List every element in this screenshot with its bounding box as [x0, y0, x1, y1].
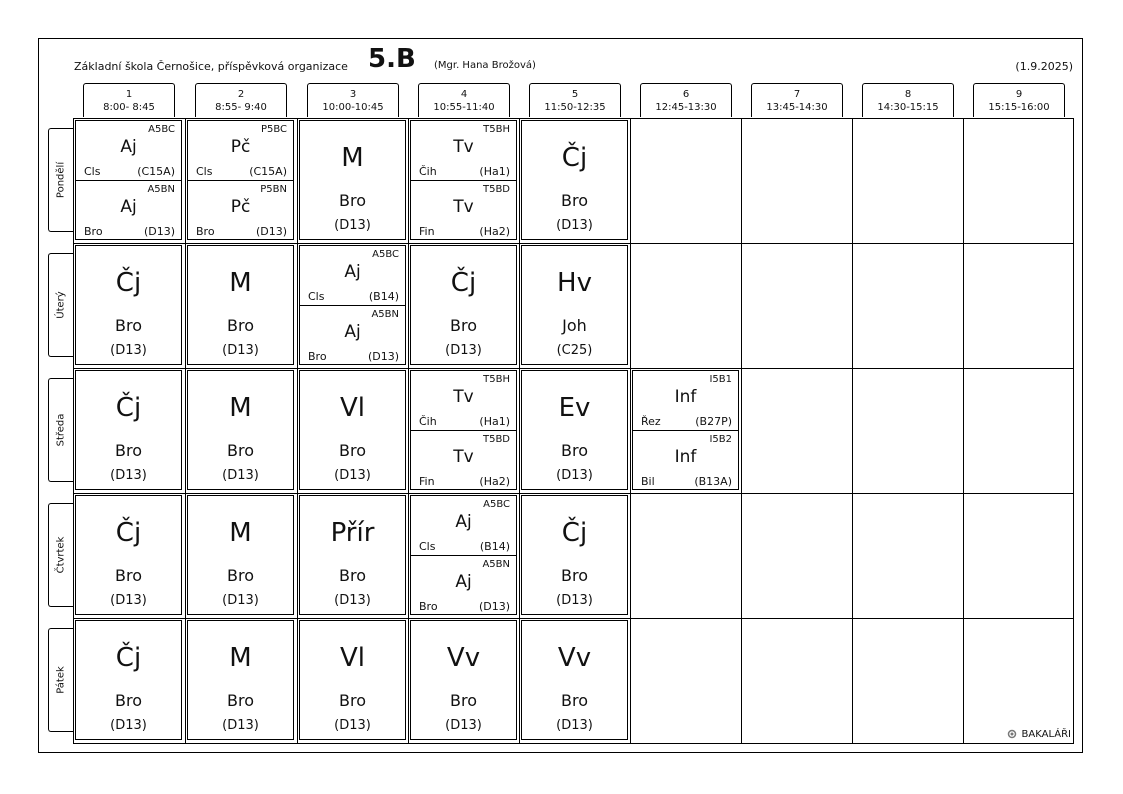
period-time: 15:15-16:00	[988, 102, 1050, 113]
lesson-room: (B14)	[479, 540, 510, 553]
lesson-teacher: Bro	[419, 600, 438, 613]
lesson-cell[interactable]	[75, 495, 182, 615]
lesson-teacher: Bro	[339, 566, 366, 585]
lesson-teacher: Bro	[227, 316, 254, 335]
lesson-cell[interactable]	[187, 120, 294, 240]
lesson-group: A5BC	[372, 249, 399, 260]
group-lesson-top	[411, 496, 516, 556]
lesson-room: (D13)	[556, 218, 593, 233]
lesson-room: (D13)	[556, 468, 593, 483]
period-time: 12:45-13:30	[655, 102, 717, 113]
class-title: 5.B	[368, 44, 416, 74]
lesson-room: (D13)	[334, 468, 371, 483]
period-header-8	[862, 83, 954, 117]
lesson-subject: Čj	[115, 393, 142, 423]
lesson-subject: Vv	[446, 643, 481, 673]
lesson-teacher: Bro	[450, 316, 477, 335]
group-lesson-top	[411, 371, 516, 431]
lesson-subject: Aj	[344, 322, 361, 342]
lesson-cell[interactable]	[521, 245, 628, 365]
lesson-cell[interactable]	[187, 620, 294, 740]
group-lesson-top	[411, 121, 516, 181]
group-lesson-bottom	[411, 556, 516, 615]
lesson-subject: Přír	[330, 518, 375, 548]
group-lesson-bottom	[411, 181, 516, 240]
lesson-cell[interactable]	[521, 495, 628, 615]
lesson-teacher: Bro	[339, 191, 366, 210]
period-time: 8:55- 9:40	[215, 102, 267, 113]
lesson-room: (D13)	[222, 343, 259, 358]
bakalari-logo	[1006, 728, 1071, 740]
lesson-room: (Ha1)	[479, 165, 510, 178]
lesson-teacher: Bro	[227, 441, 254, 460]
lesson-room: (Ha2)	[479, 225, 510, 238]
lesson-room: (D13)	[445, 343, 482, 358]
lesson-teacher: Bro	[227, 566, 254, 585]
lesson-cell[interactable]	[187, 370, 294, 490]
grid-row-line	[73, 368, 1074, 369]
lesson-room: (D13)	[334, 218, 371, 233]
period-header-7	[751, 83, 843, 117]
grid-column-line	[297, 118, 298, 744]
lesson-subject: Čj	[115, 518, 142, 548]
lesson-room: (D13)	[334, 593, 371, 608]
lesson-room: (D13)	[556, 718, 593, 733]
lesson-subject: Čj	[115, 268, 142, 298]
lesson-group: I5B1	[709, 374, 732, 385]
lesson-teacher: Bro	[561, 566, 588, 585]
lesson-cell[interactable]	[187, 495, 294, 615]
lesson-room: (B13A)	[694, 475, 732, 488]
grid-column-line	[630, 118, 631, 744]
lesson-group: T5BD	[482, 434, 510, 445]
period-header-6	[640, 83, 732, 117]
period-time: 10:55-11:40	[433, 102, 495, 113]
grid-column-line	[185, 118, 186, 744]
lesson-room: (D13)	[478, 600, 510, 613]
day-name: Čtvrtek	[55, 536, 67, 574]
lesson-cell[interactable]	[299, 370, 406, 490]
lesson-room: (D13)	[110, 718, 147, 733]
lesson-room: (D13)	[222, 718, 259, 733]
lesson-subject: Čj	[561, 143, 588, 173]
period-number: 8	[904, 89, 912, 100]
lesson-cell[interactable]	[521, 620, 628, 740]
lesson-teacher: Bro	[339, 441, 366, 460]
lesson-room: (D13)	[367, 350, 399, 363]
lesson-cell[interactable]	[521, 370, 628, 490]
lesson-subject: M	[229, 518, 252, 548]
lesson-cell[interactable]	[410, 120, 517, 240]
lesson-cell[interactable]	[299, 245, 406, 365]
day-label-5	[48, 628, 73, 732]
lesson-subject: Vl	[339, 643, 365, 673]
lesson-room: (D13)	[110, 343, 147, 358]
lesson-teacher: Bro	[115, 441, 142, 460]
period-number: 3	[349, 89, 357, 100]
gear-icon	[1006, 728, 1018, 740]
lesson-subject: Vl	[339, 393, 365, 423]
lesson-cell[interactable]	[632, 370, 739, 490]
lesson-cell[interactable]	[410, 245, 517, 365]
grid-column-line	[852, 118, 853, 744]
lesson-teacher: Cls	[419, 540, 436, 553]
lesson-subject: Ev	[558, 393, 591, 423]
lesson-room: (D13)	[255, 225, 287, 238]
day-label-1	[48, 128, 73, 232]
lesson-subject: Aj	[455, 572, 472, 592]
lesson-subject: Aj	[344, 262, 361, 282]
group-lesson-bottom	[411, 431, 516, 490]
lesson-room: (D13)	[110, 593, 147, 608]
lesson-subject: Hv	[557, 268, 592, 298]
lesson-teacher: Joh	[562, 316, 587, 335]
period-time: 10:00-10:45	[322, 102, 384, 113]
lesson-room: (B14)	[368, 290, 399, 303]
lesson-cell[interactable]	[75, 620, 182, 740]
lesson-subject: Aj	[120, 197, 137, 217]
lesson-teacher: Bro	[196, 225, 215, 238]
lesson-group: T5BH	[483, 374, 510, 385]
lesson-subject: Tv	[453, 137, 474, 157]
day-label-2	[48, 253, 73, 357]
lesson-group: A5BN	[147, 184, 175, 195]
grid-column-line	[963, 118, 964, 744]
day-name: Středa	[55, 413, 67, 447]
lesson-group: A5BC	[483, 499, 510, 510]
lesson-cell[interactable]	[75, 245, 182, 365]
lesson-cell[interactable]	[187, 245, 294, 365]
lesson-room: (D13)	[110, 468, 147, 483]
lesson-room: (Ha1)	[479, 415, 510, 428]
lesson-cell[interactable]	[410, 370, 517, 490]
lesson-cell[interactable]	[299, 620, 406, 740]
lesson-room: (C15A)	[249, 165, 287, 178]
lesson-teacher: Bro	[115, 691, 142, 710]
lesson-cell[interactable]	[410, 620, 517, 740]
lesson-group: A5BN	[482, 559, 510, 570]
grid-row-line	[73, 618, 1074, 619]
period-header-3	[307, 83, 399, 117]
group-lesson-bottom	[188, 181, 293, 240]
lesson-subject: Pč	[230, 197, 251, 217]
lesson-subject: Tv	[453, 387, 474, 407]
period-header-1	[83, 83, 175, 117]
period-header-9	[973, 83, 1065, 117]
lesson-room: (B27P)	[695, 415, 732, 428]
period-time: 11:50-12:35	[544, 102, 606, 113]
lesson-cell[interactable]	[410, 495, 517, 615]
group-lesson-bottom	[76, 181, 181, 240]
period-header-5	[529, 83, 621, 117]
lesson-teacher: Bro	[339, 691, 366, 710]
lesson-teacher: Bro	[84, 225, 103, 238]
lesson-group: P5BC	[260, 124, 287, 135]
lesson-cell[interactable]	[75, 370, 182, 490]
lesson-teacher: Fin	[419, 225, 435, 238]
lesson-teacher: Cls	[84, 165, 101, 178]
period-header-2	[195, 83, 287, 117]
day-name: Pondělí	[55, 161, 67, 199]
lesson-room: (D13)	[334, 718, 371, 733]
group-lesson-top	[76, 121, 181, 181]
lesson-group: T5BH	[483, 124, 510, 135]
lesson-subject: Čj	[561, 518, 588, 548]
grid-column-line	[741, 118, 742, 744]
period-time: 13:45-14:30	[766, 102, 828, 113]
lesson-room: (D13)	[445, 718, 482, 733]
lesson-cell[interactable]	[75, 120, 182, 240]
period-header-4	[418, 83, 510, 117]
lesson-teacher: Cls	[196, 165, 213, 178]
lesson-group: A5BC	[148, 124, 175, 135]
group-lesson-bottom	[633, 431, 738, 490]
lesson-subject: Vv	[557, 643, 592, 673]
lesson-subject: Aj	[455, 512, 472, 532]
day-name: Úterý	[55, 291, 67, 319]
logo-text: BAKALÁŘI	[1021, 728, 1071, 740]
group-lesson-bottom	[300, 306, 405, 365]
lesson-room: (D13)	[222, 468, 259, 483]
lesson-subject: M	[229, 393, 252, 423]
group-lesson-top	[633, 371, 738, 431]
lesson-cell[interactable]	[299, 495, 406, 615]
lesson-teacher: Bro	[561, 441, 588, 460]
class-teacher: (Mgr. Hana Brožová)	[434, 60, 536, 71]
lesson-teacher: Fin	[419, 475, 435, 488]
lesson-room: (C25)	[556, 343, 593, 358]
day-label-3	[48, 378, 73, 482]
period-time: 14:30-15:15	[877, 102, 939, 113]
lesson-teacher: Bil	[641, 475, 655, 488]
lesson-teacher: Cls	[308, 290, 325, 303]
lesson-subject: Inf	[674, 387, 697, 407]
lesson-teacher: Čih	[419, 165, 437, 178]
lesson-room: (D13)	[222, 593, 259, 608]
lesson-room: (D13)	[143, 225, 175, 238]
lesson-subject: Pč	[230, 137, 251, 157]
group-lesson-top	[300, 246, 405, 306]
period-number: 6	[682, 89, 690, 100]
lesson-cell[interactable]	[299, 120, 406, 240]
day-name: Pátek	[55, 666, 67, 694]
day-label-4	[48, 503, 73, 607]
period-number: 2	[237, 89, 245, 100]
lesson-subject: Inf	[674, 447, 697, 467]
lesson-subject: M	[229, 643, 252, 673]
lesson-subject: M	[341, 143, 364, 173]
lesson-group: I5B2	[709, 434, 732, 445]
lesson-subject: Aj	[120, 137, 137, 157]
lesson-teacher: Bro	[561, 191, 588, 210]
lesson-teacher: Bro	[115, 316, 142, 335]
lesson-group: T5BD	[482, 184, 510, 195]
lesson-teacher: Čih	[419, 415, 437, 428]
lesson-teacher: Bro	[308, 350, 327, 363]
lesson-subject: Čj	[115, 643, 142, 673]
lesson-teacher: Bro	[227, 691, 254, 710]
lesson-room: (C15A)	[137, 165, 175, 178]
lesson-subject: Čj	[450, 268, 477, 298]
lesson-group: A5BN	[371, 309, 399, 320]
lesson-teacher: Bro	[561, 691, 588, 710]
lesson-room: (D13)	[556, 593, 593, 608]
lesson-group: P5BN	[260, 184, 287, 195]
lesson-teacher: Bro	[450, 691, 477, 710]
grid-column-line	[519, 118, 520, 744]
period-number: 4	[460, 89, 468, 100]
lesson-subject: Tv	[453, 197, 474, 217]
period-number: 5	[571, 89, 579, 100]
grid-row-line	[73, 243, 1074, 244]
timetable-date: (1.9.2025)	[1015, 60, 1073, 73]
lesson-teacher: Řez	[641, 415, 661, 428]
period-number: 7	[793, 89, 801, 100]
lesson-subject: Tv	[453, 447, 474, 467]
grid-column-line	[408, 118, 409, 744]
lesson-cell[interactable]	[521, 120, 628, 240]
lesson-teacher: Bro	[115, 566, 142, 585]
lesson-room: (Ha2)	[479, 475, 510, 488]
school-name: Základní škola Černošice, příspěvková organizace	[74, 60, 348, 73]
group-lesson-top	[188, 121, 293, 181]
period-number: 1	[125, 89, 133, 100]
period-time: 8:00- 8:45	[103, 102, 155, 113]
period-number: 9	[1015, 89, 1023, 100]
grid-row-line	[73, 493, 1074, 494]
lesson-subject: M	[229, 268, 252, 298]
